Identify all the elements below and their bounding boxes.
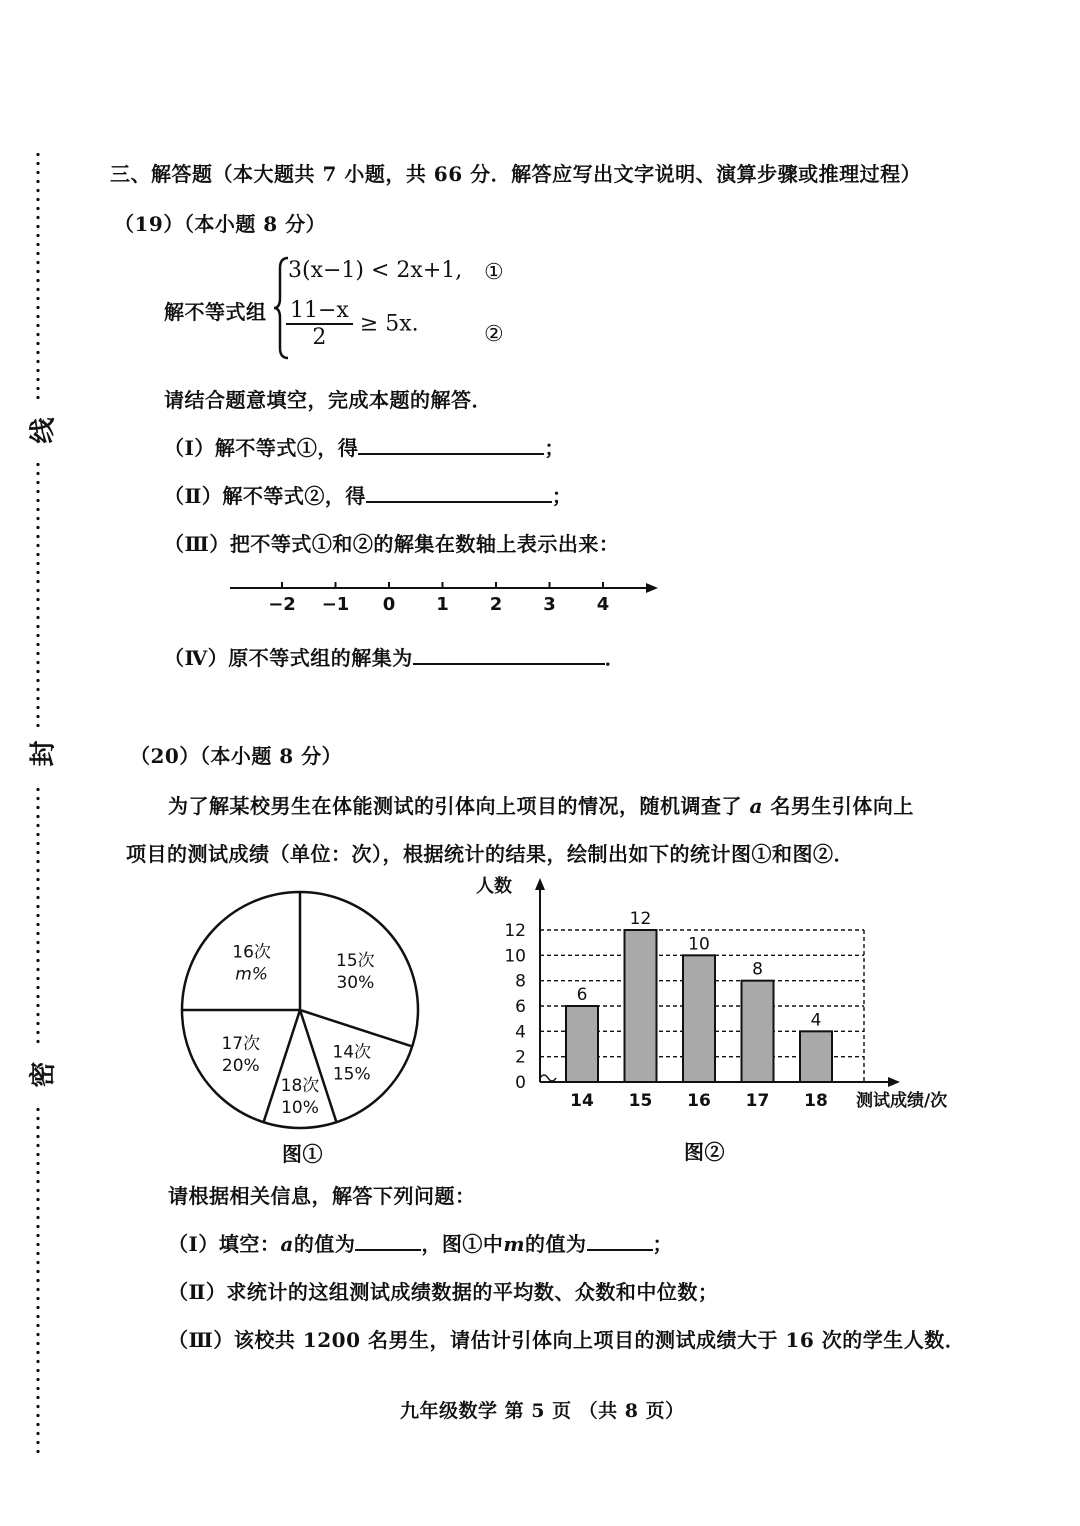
bar-value-label: 8: [752, 959, 763, 980]
y-tick-label: 6: [515, 997, 526, 1017]
q20-text-line2: 项目的测试成绩（单位：次），根据统计的结果，绘制出如下的统计图①和图②．: [126, 842, 854, 866]
pie-slice-value: 20%: [221, 1056, 260, 1077]
q19-part4: [164, 642, 625, 671]
fraction: [286, 298, 353, 350]
q20-part1-a: （Ⅰ）填空：: [168, 1232, 281, 1256]
q19-part1-label: （Ⅰ）解不等式①，得: [164, 436, 359, 460]
inequality-2-rhs: ≥ 5x.: [359, 311, 419, 337]
q19-part3: （Ⅲ）把不等式①和②的解集在数轴上表示出来：: [164, 532, 620, 556]
q20-instruction: 请根据相关信息，解答下列问题：: [168, 1184, 476, 1208]
number-line-tick-label: 2: [489, 594, 503, 615]
q20-m-answer-blank[interactable]: [587, 1231, 653, 1251]
binding-line-mid: [36, 460, 40, 730]
binding-line-bottom: [36, 1105, 40, 1455]
bar-value-label: 6: [576, 985, 588, 1005]
bar-chart: [470, 872, 970, 1122]
q20-part1-var-m: m: [503, 1232, 525, 1256]
pie-slice-label: 14次: [332, 1042, 372, 1063]
fig1-caption: 图①: [282, 1142, 323, 1166]
y-axis-arrow-icon: [535, 878, 545, 890]
axis-break-icon: [540, 1075, 556, 1081]
bar: [742, 981, 774, 1082]
q19-inequality-1-mark: ①: [484, 260, 504, 285]
fig2-caption: 图②: [684, 1140, 725, 1164]
number-line-tick-label: 3: [543, 594, 556, 615]
pie-slice-label: 18次: [280, 1075, 320, 1096]
pie-slice-value: 30%: [336, 972, 375, 993]
q19-part2: [164, 480, 572, 509]
pie-slice-value: 10%: [281, 1097, 319, 1118]
q19-inequality-2: [286, 298, 419, 350]
pie-slice-label: 17次: [221, 1034, 261, 1055]
bar: [683, 955, 715, 1082]
number-line-tick-label: 1: [436, 594, 449, 615]
q19-inequality-2-mark: ②: [484, 322, 504, 347]
q20-part3: （Ⅲ）该校共 1200 名男生，请估计引体向上项目的测试成绩大于 16 次的学生人数．: [168, 1328, 966, 1352]
section-heading: 三、解答题（本大题共 7 小题，共 66 分．解答应写出文字说明、演算步骤或推理过程）: [110, 162, 922, 186]
q20-part1-end: ；: [652, 1232, 673, 1256]
q20-text-b: 名男生引体向上: [770, 794, 914, 818]
bar-value-label: 10: [688, 934, 710, 955]
binding-line-top: [36, 150, 40, 400]
arrow-right-icon: [646, 583, 658, 593]
pie-slice-label: 15次: [336, 950, 375, 971]
q19-part4-answer-blank[interactable]: [413, 645, 605, 665]
q20-part1-c: ，图①中: [421, 1232, 504, 1256]
y-tick-label: 4: [515, 1022, 526, 1043]
x-tick-label: 15: [628, 1091, 653, 1111]
fraction-denominator: 2: [312, 325, 327, 350]
q19-number: （19）（本小题 8 分）: [114, 212, 327, 236]
number-line-tick-label: −2: [268, 594, 296, 615]
y-tick-label: 0: [515, 1073, 526, 1093]
q19-part2-end: ；: [551, 484, 573, 508]
pie-slice-value: 15%: [332, 1064, 371, 1085]
q19-system-label: 解不等式组: [164, 300, 267, 324]
y-axis-label: 人数: [476, 876, 512, 897]
bar: [566, 1006, 598, 1082]
x-tick-label: 14: [570, 1091, 594, 1111]
q20-part1-d: 的值为: [525, 1232, 587, 1256]
q20-text-a: 为了解某校男生在体能测试的引体向上项目的情况，随机调查了: [168, 794, 742, 818]
number-line-tick-label: 4: [596, 594, 610, 615]
binding-char-line: 线: [28, 417, 59, 444]
q19-instruction: 请结合题意填空，完成本题的解答．: [164, 388, 492, 412]
q19-part4-label: （Ⅳ）原不等式组的解集为: [164, 646, 413, 670]
x-tick-label: 16: [687, 1091, 711, 1111]
q20-a-answer-blank[interactable]: [355, 1231, 421, 1251]
binding-char-seal: 封: [28, 740, 59, 767]
binding-line-lower: [36, 785, 40, 1045]
page-footer: 九年级数学 第 5 页 （共 8 页）: [400, 1400, 685, 1422]
number-line-tick-label: −1: [321, 594, 350, 615]
q19-part2-answer-blank[interactable]: [366, 483, 552, 503]
q20-text-line1: [168, 790, 914, 819]
q19-part1-end: ；: [544, 436, 565, 460]
q19-part2-label: （Ⅱ）解不等式②，得: [164, 484, 366, 508]
x-tick-label: 17: [745, 1091, 770, 1111]
binding-char-secret: 密: [28, 1061, 59, 1088]
bar: [625, 930, 657, 1082]
q19-part1-answer-blank[interactable]: [358, 435, 544, 455]
q19-inequality-1: 3(x−1) < 2x+1,: [288, 258, 463, 283]
bar-value-label: 4: [810, 1010, 822, 1031]
q20-part1: [168, 1228, 673, 1257]
q20-part2: （Ⅱ）求统计的这组测试成绩数据的平均数、众数和中位数；: [168, 1280, 719, 1304]
number-line-tick-label: 0: [382, 594, 396, 615]
q20-text-var-a: a: [749, 794, 763, 818]
x-axis-arrow-icon: [888, 1077, 900, 1087]
pie-chart: [180, 884, 430, 1134]
x-axis-label: 测试成绩/次: [856, 1091, 948, 1111]
y-tick-label: 10: [504, 946, 526, 967]
q20-part1-var-a: a: [280, 1232, 294, 1256]
q19-part1: [164, 432, 565, 461]
bar: [800, 1031, 832, 1082]
y-tick-label: 12: [504, 921, 526, 941]
y-tick-label: 2: [515, 1047, 526, 1068]
number-line: [228, 576, 668, 616]
pie-slice-value: m%: [235, 964, 268, 985]
x-tick-label: 18: [804, 1091, 828, 1111]
fraction-numerator: 11−x: [286, 298, 353, 325]
q20-number: （20）（本小题 8 分）: [130, 744, 343, 768]
pie-slice-label: 16次: [232, 942, 271, 963]
bar-value-label: 12: [629, 909, 652, 929]
y-tick-label: 8: [515, 971, 526, 992]
q20-part1-b: 的值为: [293, 1232, 356, 1256]
q19-part4-end: ．: [604, 646, 626, 670]
